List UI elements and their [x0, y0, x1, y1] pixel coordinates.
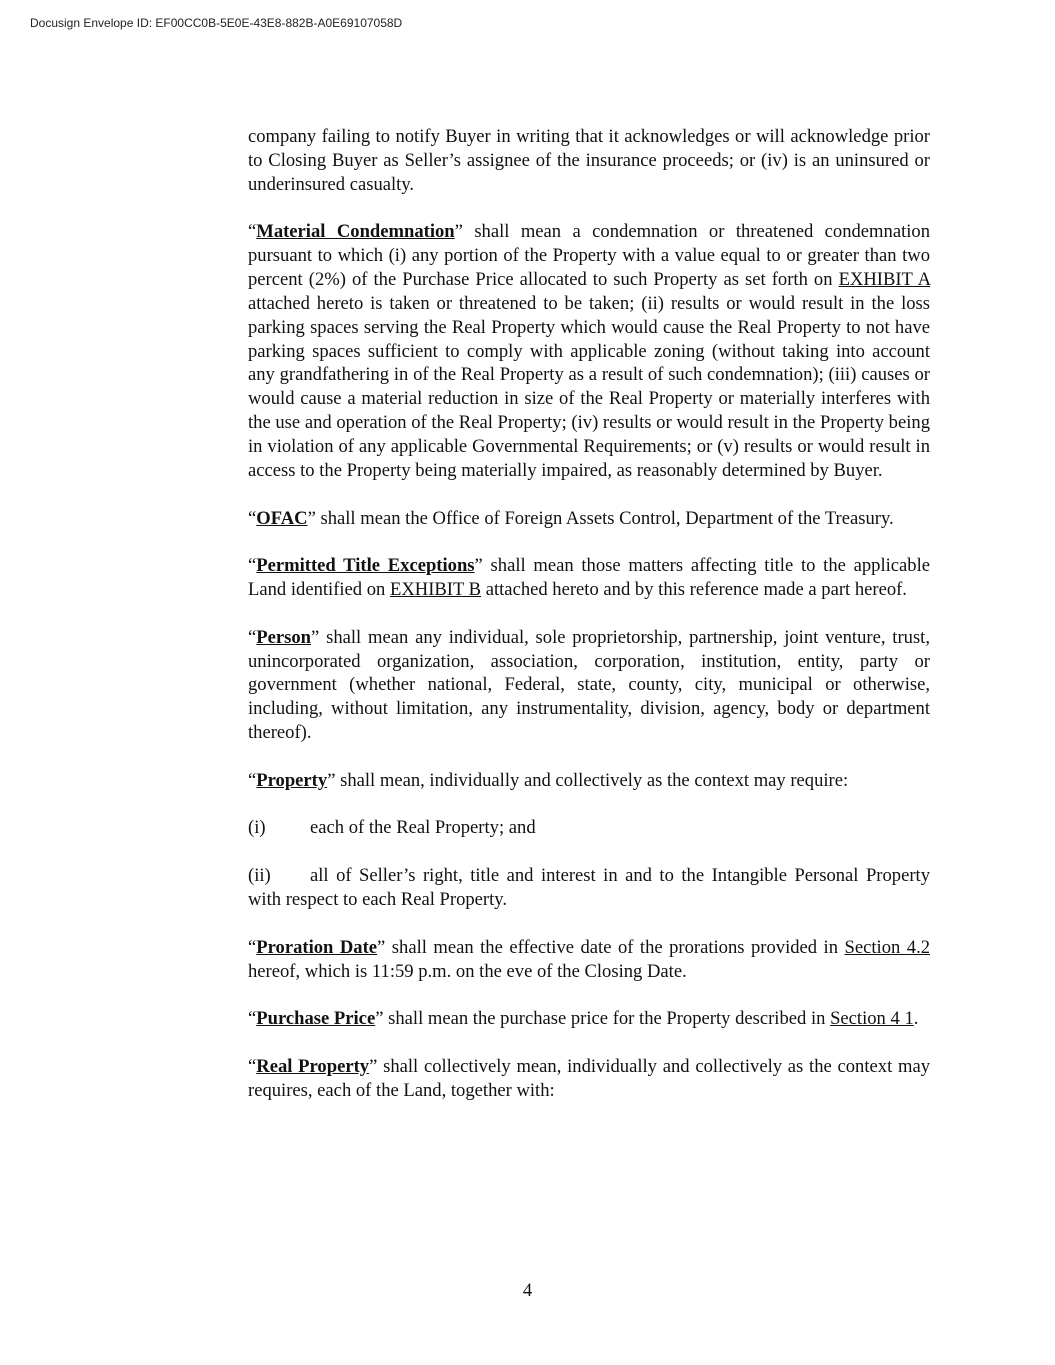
definition-text: hereof, which is 11:59 p.m. on the eve of the Closing Date.: [248, 960, 687, 982]
definition-text: attached hereto is taken or threatened to be taken; (ii) results or would result in the loss parking spaces serving the Real Property which would cause the Real Property to not have parking spaces sufficient to comply with applicable zoning (without taking into account any grandfathering in of the Real Property as a result of such condemnation); (iii) causes or would cause a material reduction in size of the Real Property or materially interferes with the use and operation of the Real Property; (iv) results or would result in the Property being in violation of any applicable Governmental Requirements; or (v) results or would result in access to the Property being materially impaired, as reasonably determined by Buyer.: [248, 292, 930, 481]
envelope-id: Docusign Envelope ID: EF00CC0B-5E0E-43E8-882B-A0E69107058D: [30, 16, 403, 30]
list-text: all of Seller’s right, title and interest in and to the Intangible Personal Property with respect to each Real Property.: [248, 865, 930, 910]
list-item-ii: [248, 864, 930, 912]
list-number: (ii): [248, 865, 271, 887]
paragraph-continuation: company failing to notify Buyer in writing that it acknowledges or will acknowledge prior to Closing Buyer as Seller’s assignee of the insurance proceeds; or (iv) is an uninsured or underinsured casualty.: [248, 126, 930, 195]
list-number: (i): [248, 817, 266, 839]
list-item-i: [248, 816, 930, 840]
definition-text: shall mean the purchase price for the Property described in: [383, 1008, 831, 1030]
page-number: 4: [522, 1280, 533, 1301]
definition-text: shall mean, individually and collectively as the context may require:: [335, 769, 849, 791]
definition-property: “Property” shall mean, individually and collectively as the context may require:: [248, 769, 849, 791]
section-4-2-reference: Section 4.2: [844, 936, 931, 958]
defined-term: Proration Date: [256, 936, 378, 958]
definition-text: shall collectively mean, individually and collectively as the context may requires, each of the Land, together with:: [248, 1055, 931, 1101]
defined-term: Person: [256, 626, 312, 648]
list-text: each of the Real Property; and: [310, 817, 536, 839]
defined-term: Permitted Title Exceptions: [256, 555, 475, 577]
definition-material-condemnation: “Material Condemnation” shall mean a condemnation or threatened condemnation pursuant to which (i) any portion of the Property with a value equal to or greater than two percent (2%) of the Purchase Price allocated to such Property as set forth on EXHIBIT A attached hereto is taken or threatened to be taken; (ii) results or would result in the loss parking spaces serving the Real Property which would cause the Real Property to not have parking spaces sufficient to comply with applicable zoning (without taking into account any grandfathering in of the Real Property as a result of such condemnation); (iii) causes or would cause a material reduction in size of the Real Property or materially interferes with the use and operation of the Real Property; (iv) results or would result in the Property being in violation of any applicable Governmental Requirements; or (v) results or would result in access to the Property being materially impaired, as reasonably determined by Buyer.: [248, 221, 930, 481]
defined-term: Real Property: [256, 1055, 370, 1077]
definition-purchase-price: “Purchase Price” shall mean the purchase price for the Property described in Section 4 1.: [248, 1008, 919, 1030]
definition-text: shall mean the effective date of the prorations provided in: [385, 936, 845, 958]
definition-real-property: “Real Property” shall collectively mean, individually and collectively as the context may requires, each of the Land, together with:: [248, 1055, 931, 1101]
document-body: [248, 125, 930, 1126]
defined-term: OFAC: [256, 507, 308, 529]
section-4-1-reference: Section 4 1: [830, 1008, 914, 1030]
definition-text: shall mean the Office of Foreign Assets Control, Department of the Treasury.: [315, 507, 894, 529]
defined-term: Material Condemnation: [256, 221, 455, 243]
exhibit-b-reference: EXHIBIT B: [390, 579, 482, 601]
definition-permitted-title-exceptions: “Permitted Title Exceptions” shall mean those matters affecting title to the applicable Land identified on EXHIBIT B attached hereto and by this reference made a part hereof.: [248, 555, 931, 601]
definition-proration-date: “Proration Date” shall mean the effective date of the prorations provided in Section 4.2 hereof, which is 11:59 p.m. on the eve of the Closing Date.: [248, 936, 931, 982]
definition-text: attached hereto and by this reference made a part hereof.: [481, 579, 907, 601]
definition-text: shall mean a condemnation or threatened condemnation pursuant to which (i) any portion of the Property with a value equal to or greater than two percent (2%) of the Purchase Price allocated to such Property as set forth on: [248, 221, 930, 291]
exhibit-a-reference: EXHIBIT A: [838, 269, 930, 291]
definition-person: “Person” shall mean any individual, sole proprietorship, partnership, joint venture, trust, unincorporated organization, association, corporation, institution, entity, party or government (whether national, Federal, state, county, city, municipal or otherwise, including, without limitation, any instrumentality, division, agency, body or department thereof).: [248, 626, 930, 744]
defined-term: Purchase Price: [256, 1008, 376, 1030]
definition-text: shall mean any individual, sole proprietorship, partnership, joint venture, trust, unincorporated organization, association, corporation, institution, entity, party or government (whether national, Federal, state, county, city, municipal or otherwise, including, without limitation, any instrumentality, division, agency, body or department thereof).: [248, 626, 930, 744]
definition-text: shall mean those matters affecting title to the applicable Land identified on: [248, 555, 931, 601]
definition-text: .: [913, 1008, 919, 1030]
definition-ofac: “OFAC” shall mean the Office of Foreign Assets Control, Department of the Treasury.: [248, 507, 894, 529]
defined-term: Property: [256, 769, 328, 791]
